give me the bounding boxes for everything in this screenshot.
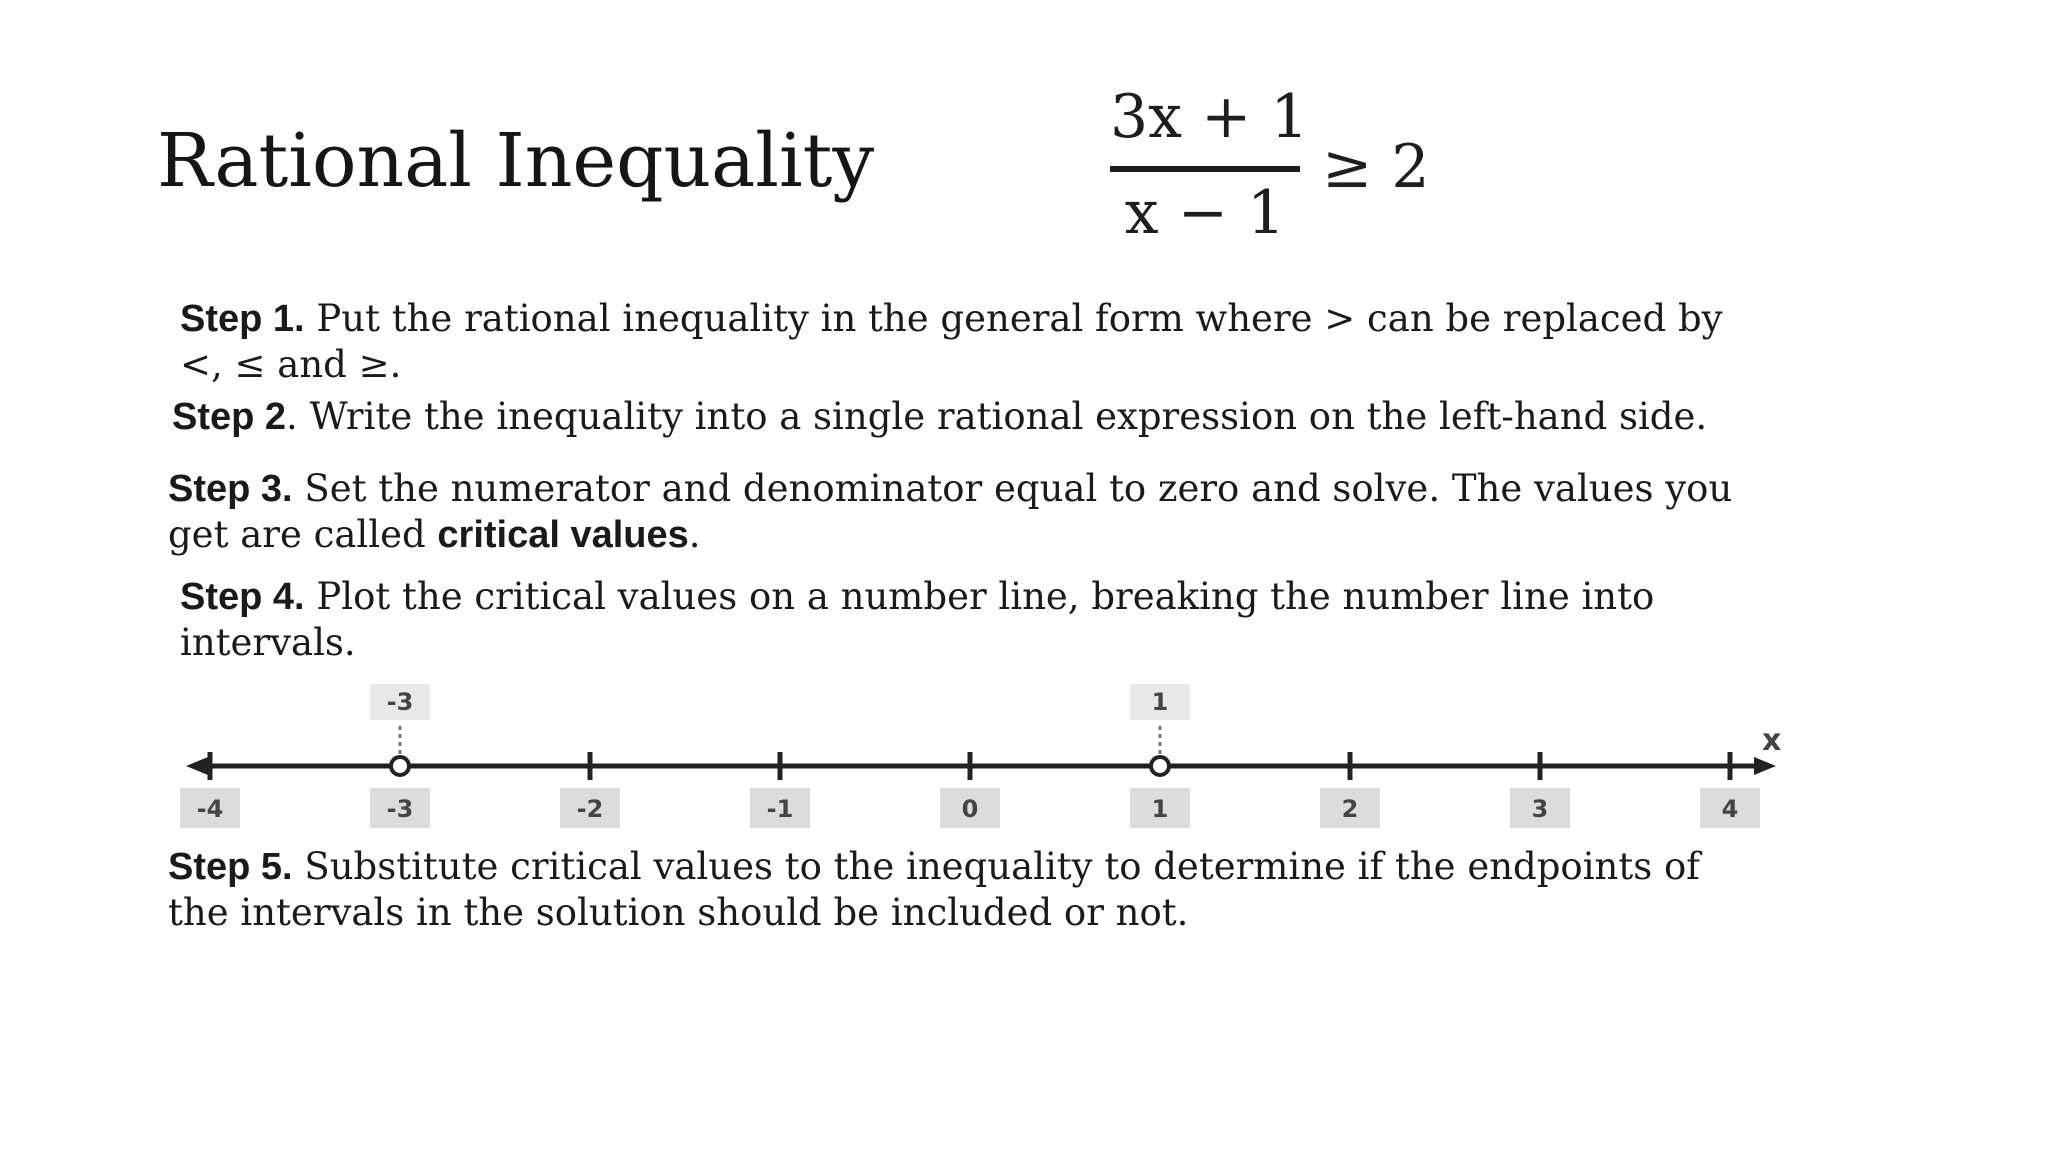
step-text: . Write the inequality into a single rational expression on the left-hand side. (286, 395, 1708, 438)
page-title: Rational Inequality (157, 118, 875, 204)
open-circle-marker (1151, 757, 1169, 775)
inequality-formula (1100, 80, 1480, 250)
step-4 (180, 574, 1654, 666)
formula-denominator: x − 1 (1124, 178, 1286, 248)
fraction-bar (1110, 166, 1300, 172)
formula-numerator: 3x + 1 (1110, 82, 1309, 152)
tick-label: 4 (1721, 795, 1739, 823)
open-circle-marker (391, 757, 409, 775)
step-label: Step 5. (168, 846, 293, 888)
step-text-line2: <, ≤ and ≥. (180, 343, 402, 386)
step-text: Plot the critical values on a number line, breaking the number line into (304, 575, 1655, 618)
step-text-line2: intervals. (180, 621, 356, 664)
tick-label: 2 (1341, 795, 1359, 823)
step-text-post: . (688, 513, 701, 556)
tick-label: 1 (1151, 795, 1169, 823)
tick-label: 3 (1531, 795, 1549, 823)
step-text: Put the rational inequality in the general form where > can be replaced by (304, 297, 1723, 340)
axis-label: x (1762, 723, 1782, 758)
step-label: Step 2 (172, 396, 287, 438)
critical-values-term: critical values (437, 514, 689, 556)
step-text-pre: get are called (168, 513, 438, 556)
tick-label: -4 (196, 795, 224, 823)
critical-value-label: -3 (386, 688, 414, 716)
step-5 (168, 844, 1700, 936)
step-label: Step 4. (180, 576, 305, 618)
step-text: Substitute critical values to the inequality to determine if the endpoints of (292, 845, 1700, 888)
step-text-line2 (168, 512, 1732, 558)
tick-label: -2 (576, 795, 604, 823)
number-line (170, 680, 1810, 850)
tick-label: 0 (961, 795, 979, 823)
formula-relation: ≥ 2 (1322, 132, 1430, 202)
tick-label: -3 (386, 795, 414, 823)
left-arrow-icon (186, 757, 208, 775)
tick-label: -1 (766, 795, 794, 823)
step-label: Step 1. (180, 298, 305, 340)
step-label: Step 3. (168, 468, 293, 510)
critical-value-label: 1 (1151, 688, 1169, 716)
right-arrow-icon (1754, 757, 1776, 775)
step-2 (172, 394, 1707, 440)
step-3 (168, 466, 1732, 558)
step-text: Set the numerator and denominator equal to zero and solve. The values you (292, 467, 1733, 510)
step-1 (180, 296, 1723, 388)
step-text-line2: the intervals in the solution should be included or not. (168, 891, 1189, 934)
